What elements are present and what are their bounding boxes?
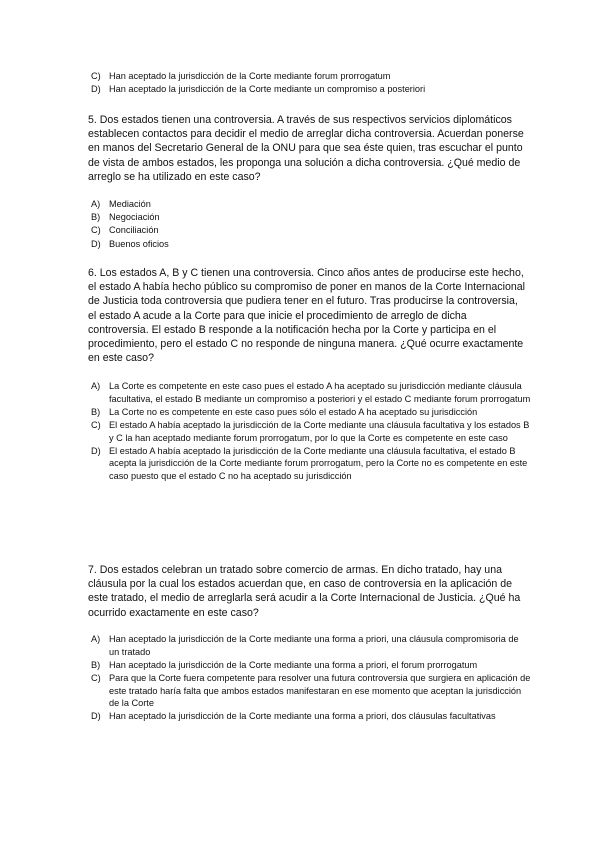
question-text: 5. Dos estados tienen una controversia. A través de sus respectivos servicios diplomáticos establecen contactos para decidir el medio de arreglar dicha controversia. Acuerdan ponerse en manos del Secretario General de la ONU para que sea éste quien, tras escuchar el punto de vista de ambos estados, les proponga una solución a dicha controversia. ¿Qué medio de arreglo se ha utilizado en este caso? — [88, 114, 524, 183]
option-b — [91, 659, 531, 672]
option-letter: B) — [91, 212, 101, 223]
option-text: La Corte no es competente en este caso pues sólo el estado A ha aceptado su jurisdicción — [109, 406, 478, 417]
option-letter: D) — [91, 711, 101, 722]
option-letter: D) — [91, 84, 101, 95]
option-text: Mediación — [109, 199, 151, 209]
option-text: Han aceptado la jurisdicción de la Corte mediante una forma a priori, el forum prorrogatum — [109, 659, 478, 670]
option-d — [91, 710, 531, 723]
option-letter: D) — [91, 445, 101, 456]
option-text: Han aceptado la jurisdicción de la Corte mediante un compromiso a posteriori — [109, 84, 426, 95]
option-text: Han aceptado la jurisdicción de la Corte mediante una forma a priori, dos cláusulas facultativas — [109, 711, 496, 722]
question-7-options — [91, 633, 531, 724]
option-a — [91, 633, 531, 658]
question-text: 7. Dos estados celebran un tratado sobre comercio de armas. En dicho tratado, hay una cláusula por la cual los estados acuerdan que, en caso de controversia en la aplicación de este tratado, el medio de arreglarla será acudir a la Corte Internacional de Justicia. ¿Qué ha ocurrido exactamente en este caso? — [88, 564, 521, 619]
option-letter: D) — [91, 238, 101, 249]
option-c — [91, 224, 531, 237]
option-letter: A) — [91, 634, 101, 644]
option-letter: C) — [91, 672, 101, 683]
option-text: El estado A había aceptado la jurisdicción de la Corte mediante una cláusula facultativa, el estado B acepta la jurisdicción de la Corte mediante forum prorrogatum, pero la Corte no es competente en este caso puesto que el estado C no ha aceptado su jurisdicción — [109, 445, 528, 481]
option-letter: B) — [91, 659, 101, 670]
option-text: Han aceptado la jurisdicción de la Corte mediante forum prorrogatum — [109, 71, 391, 81]
option-letter: C) — [91, 225, 101, 236]
question-text: 6. Los estados A, B y C tienen una controversia. Cinco años antes de producirse este hecho, el estado A había hecho público su compromiso de poner en manos de la Corte Internacional de Justicia toda controversia que pudiera tener en el futuro. Tras producirse la controversia, el estado A acude a la Corte para que inicie el procedimiento de arreglo de dicha controversia. El estado B responde a la notificación hecha por la Corte y participa en el procedimiento, pero el estado C no responde de ninguna manera. ¿Qué ocurre exactamente en este caso? — [88, 267, 525, 365]
option-text: Conciliación — [109, 225, 159, 236]
option-letter: C) — [91, 71, 101, 81]
option-d — [91, 238, 531, 251]
question-6 — [88, 266, 528, 365]
option-letter: A) — [91, 199, 101, 209]
question-7 — [88, 563, 528, 620]
option-d — [91, 83, 531, 96]
option-text: Buenos oficios — [109, 238, 169, 249]
option-text: Para que la Corte fuera competente para resolver una futura controversia que surgiera en aplicación de este tratado haría falta que ambos estados manifestaran en ese momento que aceptan la jurisdicción de la Corte — [109, 672, 531, 709]
option-a — [91, 380, 531, 405]
option-b — [91, 211, 531, 224]
option-c — [91, 419, 531, 444]
option-text: La Corte es competente en este caso pues el estado A ha aceptado su jurisdicción mediante cláusula facultativa, el estado B mediante un compromiso a posteriori y el estado C mediante forum prorrogatum — [109, 381, 531, 404]
option-letter: C) — [91, 419, 101, 430]
option-c — [91, 70, 531, 83]
option-text: Han aceptado la jurisdicción de la Corte mediante una forma a priori, una cláusula compromisoria de un tratado — [109, 634, 519, 657]
question-5-options — [91, 198, 531, 251]
option-letter: A) — [91, 381, 101, 391]
option-text: El estado A había aceptado la jurisdicción de la Corte mediante una cláusula facultativa y los estados B y C la han aceptado mediante forum prorrogatum, por lo que la Corte es competente en este caso — [109, 419, 530, 443]
option-text: Negociación — [109, 212, 160, 223]
question-5 — [88, 113, 528, 184]
option-c — [91, 672, 531, 710]
option-letter: B) — [91, 406, 101, 417]
question-6-options — [91, 380, 531, 483]
option-a — [91, 198, 531, 211]
carry-over-options — [91, 70, 531, 96]
option-d — [91, 445, 531, 483]
option-b — [91, 406, 531, 419]
